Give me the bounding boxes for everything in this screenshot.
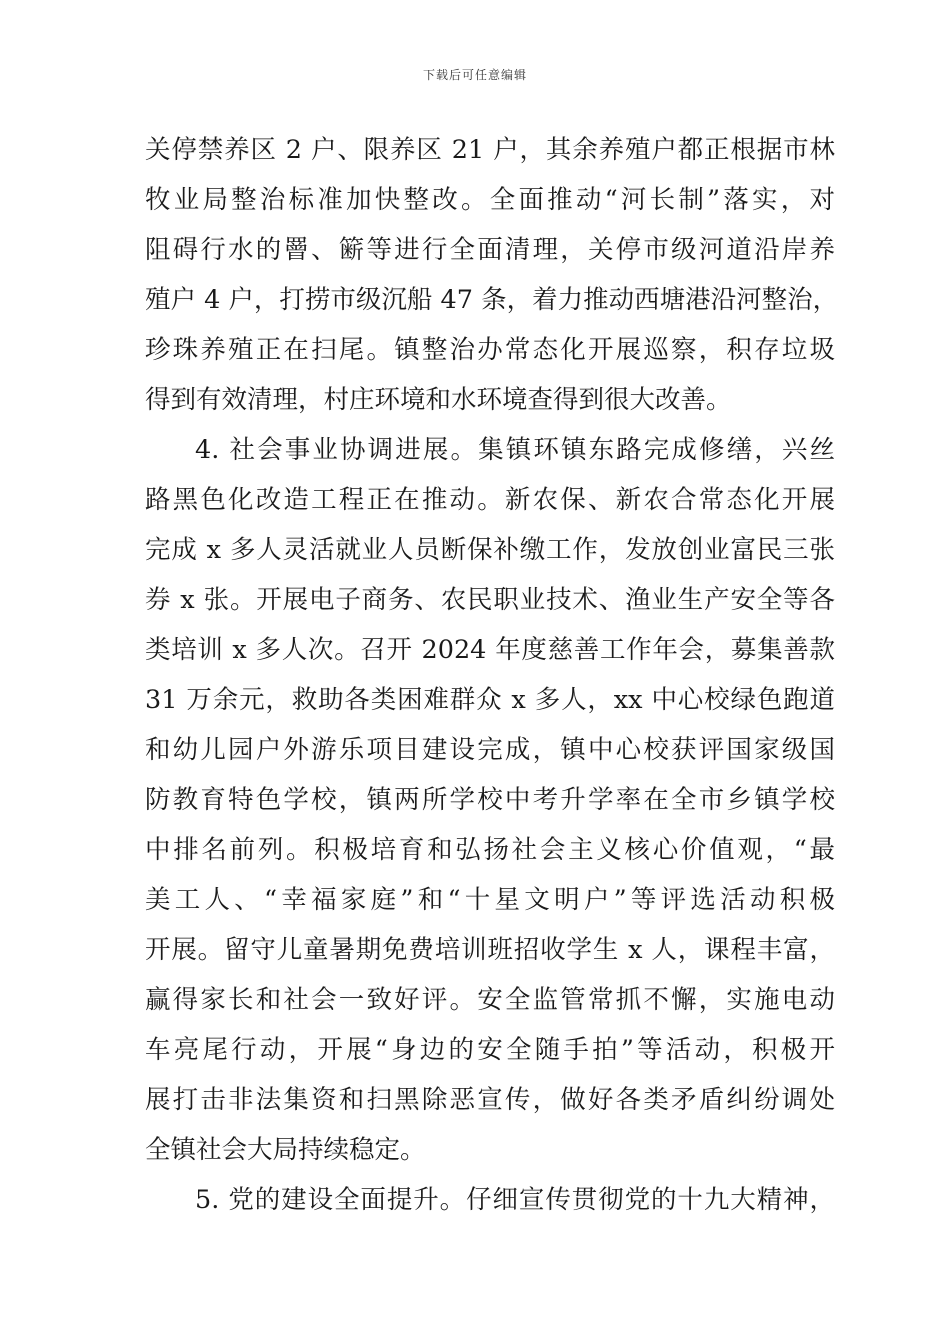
text-line: 路黑色化改造工程正在推动。新农保、新农合常态化开展 xyxy=(145,485,835,515)
text-line: 中排名前列。积极培育和弘扬社会主义核心价值观，“最 xyxy=(145,835,835,865)
text-line: 全镇社会大局持续稳定。 xyxy=(145,1135,426,1165)
text-line: 美工人、“幸福家庭”和“十星文明户”等评选活动积极 xyxy=(145,885,835,915)
paragraph-heading-5: 5. 党的建设全面提升。仔细宣传贯彻党的十九大精神， xyxy=(195,1185,835,1215)
text-line: 完成 x 多人灵活就业人员断保补缴工作，发放创业富民三张 xyxy=(145,535,835,565)
text-line: 和幼儿园户外游乐项目建设完成，镇中心校获评国家级国 xyxy=(145,735,835,765)
text-line: 31 万余元，救助各类困难群众 x 多人，xx 中心校绿色跑道 xyxy=(145,685,835,715)
text-line: 牧业局整治标准加快整改。全面推动“河长制”落实，对 xyxy=(145,185,835,215)
text-line: 展打击非法集资和扫黑除恶宣传，做好各类矛盾纠纷调处 xyxy=(145,1085,835,1115)
page-header: 下载后可任意编辑 xyxy=(422,68,527,82)
paragraph-heading-4: 4. 社会事业协调进展。集镇环镇东路完成修缮，兴丝 xyxy=(195,435,835,465)
text-line: 关停禁养区 2 户、限养区 21 户，其余养殖户都正根据市林 xyxy=(145,135,835,165)
text-line: 券 x 张。开展电子商务、农民职业技术、渔业生产安全等各 xyxy=(145,585,835,615)
text-line: 殖户 4 户，打捞市级沉船 47 条，着力推动西塘港沿河整治， xyxy=(145,285,839,315)
text-line: 类培训 x 多人次。召开 2024 年度慈善工作年会，募集善款 xyxy=(145,635,835,665)
text-line: 开展。留守儿童暑期免费培训班招收学生 x 人，课程丰富， xyxy=(145,935,835,965)
text-line: 阻碍行水的罾、簖等进行全面清理，关停市级河道沿岸养 xyxy=(145,235,835,265)
text-line: 防教育特色学校，镇两所学校中考升学率在全市乡镇学校 xyxy=(145,785,835,815)
text-line: 珍珠养殖正在扫尾。镇整治办常态化开展巡察，积存垃圾 xyxy=(145,335,835,365)
text-line: 赢得家长和社会一致好评。安全监管常抓不懈，实施电动 xyxy=(145,985,835,1015)
text-line: 得到有效清理，村庄环境和水环境查得到很大改善。 xyxy=(145,385,732,415)
text-line: 车亮尾行动，开展“身边的安全随手拍”等活动，积极开 xyxy=(145,1035,835,1065)
